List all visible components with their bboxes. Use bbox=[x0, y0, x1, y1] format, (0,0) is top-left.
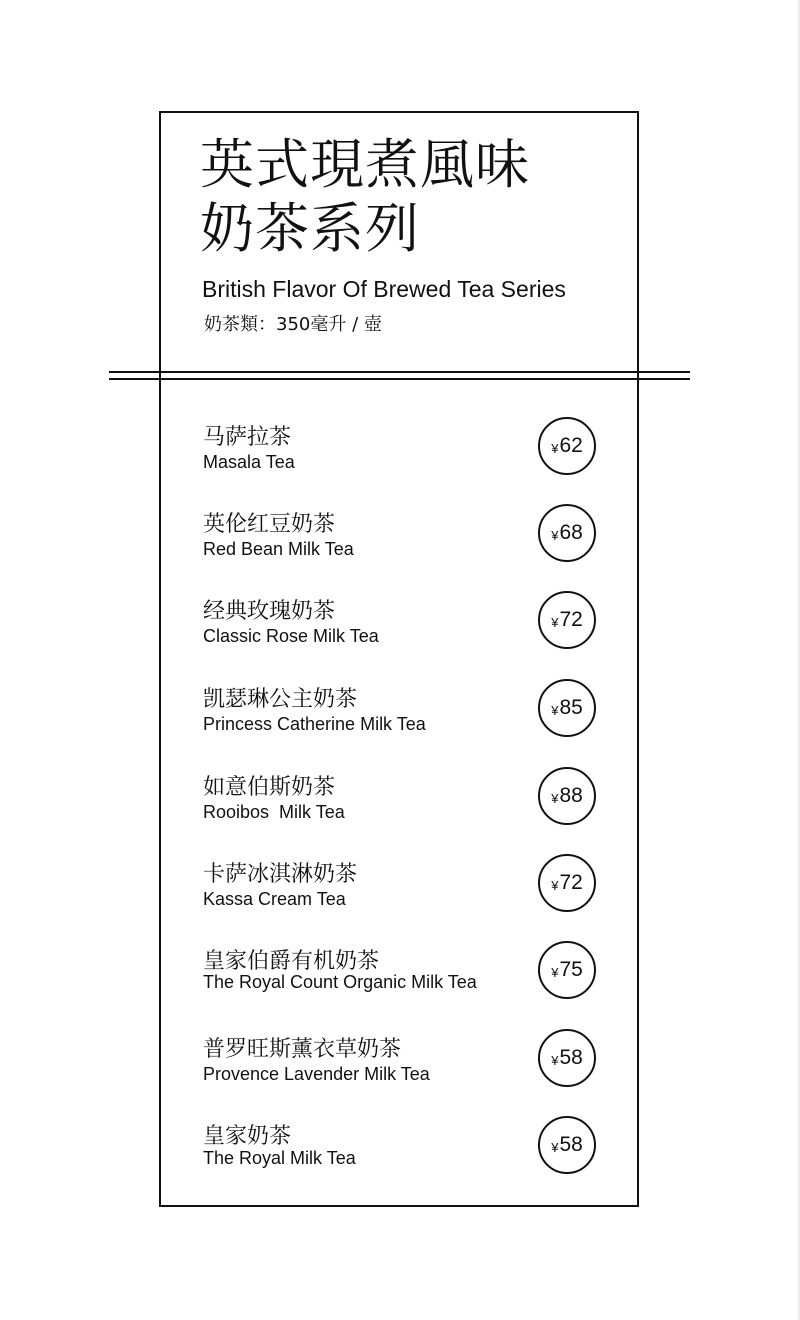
price-value: 58 bbox=[559, 1046, 583, 1069]
item-name-en: Rooibos Milk Tea bbox=[203, 802, 345, 822]
currency-symbol: ¥ bbox=[551, 964, 559, 980]
price-value: 72 bbox=[559, 608, 583, 631]
currency-symbol: ¥ bbox=[551, 614, 559, 630]
currency-symbol: ¥ bbox=[551, 877, 559, 893]
menu-item bbox=[203, 598, 603, 658]
item-name-zh: 英伦红豆奶茶 bbox=[203, 512, 336, 537]
item-name-en: Princess Catherine Milk Tea bbox=[203, 714, 426, 734]
price-value: 85 bbox=[559, 696, 583, 719]
item-name-en: Provence Lavender Milk Tea bbox=[203, 1064, 430, 1084]
item-name-zh: 皇家伯爵有机奶茶 bbox=[203, 949, 380, 974]
item-name-zh: 凯瑟琳公主奶茶 bbox=[203, 687, 358, 712]
menu-item bbox=[203, 774, 603, 834]
price-value: 58 bbox=[559, 1133, 583, 1156]
price-value: 72 bbox=[559, 871, 583, 894]
currency-symbol: ¥ bbox=[551, 790, 559, 806]
currency-symbol: ¥ bbox=[551, 527, 559, 543]
price-value: 88 bbox=[559, 784, 583, 807]
price-badge bbox=[538, 941, 596, 999]
menu-item bbox=[203, 686, 603, 746]
price-badge bbox=[538, 767, 596, 825]
price-badge bbox=[538, 679, 596, 737]
currency-symbol: ¥ bbox=[551, 1139, 559, 1155]
currency-symbol: ¥ bbox=[551, 702, 559, 718]
menu-item bbox=[203, 1123, 603, 1183]
price-badge bbox=[538, 1029, 596, 1087]
item-name-en: Classic Rose Milk Tea bbox=[203, 626, 379, 646]
item-name-zh: 如意伯斯奶茶 bbox=[203, 775, 336, 800]
item-name-zh: 卡萨冰淇淋奶茶 bbox=[203, 862, 358, 887]
price-badge bbox=[538, 854, 596, 912]
menu-item bbox=[203, 424, 603, 484]
item-name-en: Red Bean Milk Tea bbox=[203, 539, 354, 559]
menu-subtitle: British Flavor Of Brewed Tea Series bbox=[202, 276, 566, 302]
price-value: 75 bbox=[559, 958, 583, 981]
item-name-zh: 经典玫瑰奶茶 bbox=[203, 599, 336, 624]
item-name-en: The Royal Count Organic Milk Tea bbox=[203, 972, 477, 992]
item-name-zh: 皇家奶茶 bbox=[203, 1124, 292, 1149]
item-name-zh: 马萨拉茶 bbox=[203, 425, 292, 450]
menu-item bbox=[203, 511, 603, 571]
menu-title-line-1: 英式現煮風味 bbox=[200, 133, 530, 196]
menu-item bbox=[203, 1036, 603, 1096]
menu-title-line-2: 奶茶系列 bbox=[200, 197, 420, 260]
currency-symbol: ¥ bbox=[551, 1052, 559, 1068]
currency-symbol: ¥ bbox=[551, 440, 559, 456]
price-badge bbox=[538, 417, 596, 475]
menu-item bbox=[203, 948, 603, 1008]
item-name-zh: 普罗旺斯薰衣草奶茶 bbox=[203, 1037, 402, 1062]
price-badge bbox=[538, 591, 596, 649]
item-name-en: Kassa Cream Tea bbox=[203, 889, 346, 909]
serving-size-note: 奶茶類：350毫升 / 壺 bbox=[204, 314, 382, 335]
item-name-en: Masala Tea bbox=[203, 452, 295, 472]
item-name-en: The Royal Milk Tea bbox=[203, 1148, 356, 1168]
price-badge bbox=[538, 504, 596, 562]
menu-item bbox=[203, 861, 603, 921]
price-value: 68 bbox=[559, 521, 583, 544]
price-badge bbox=[538, 1116, 596, 1174]
price-value: 62 bbox=[559, 434, 583, 457]
